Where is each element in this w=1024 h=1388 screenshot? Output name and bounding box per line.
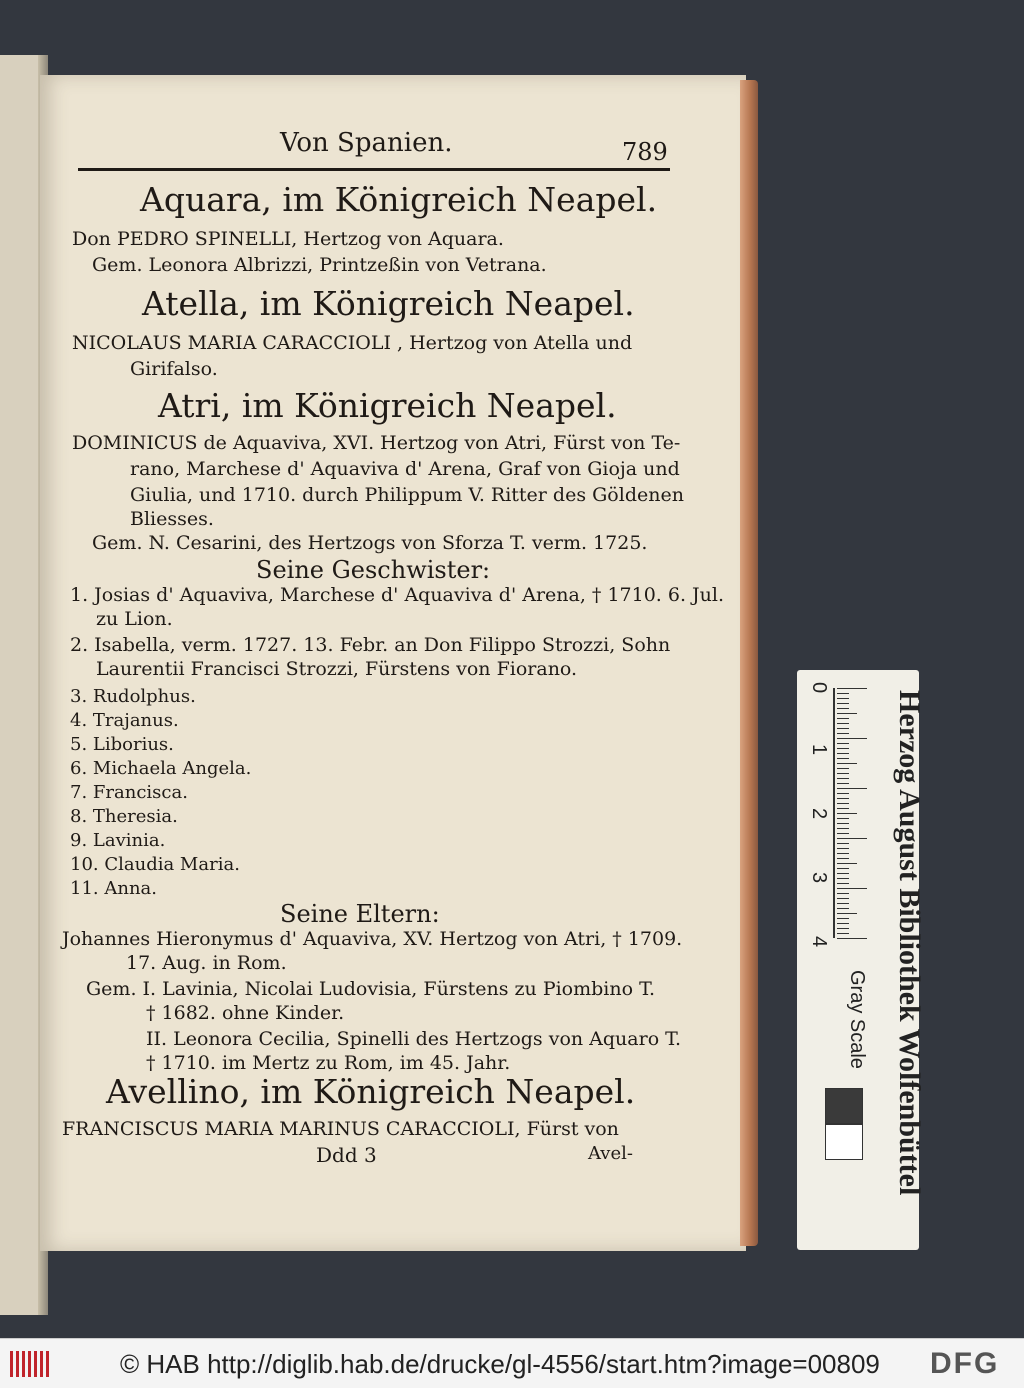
section-heading-avellino: Avellino, im Königreich Neapel. bbox=[106, 1072, 636, 1111]
ruler-tick bbox=[837, 708, 849, 709]
entry-line: rano, Marchese d' Aquaviva d' Arena, Graf von Gioja und bbox=[130, 458, 680, 480]
ruler-tick bbox=[837, 803, 849, 804]
ruler-tick bbox=[837, 863, 857, 864]
dfg-logo: DFG bbox=[930, 1347, 1000, 1380]
ruler-tick bbox=[837, 853, 849, 854]
sibling-entry: 1. Josias d' Aquaviva, Marchese d' Aquaviva d' Arena, † 1710. 6. Jul. bbox=[70, 584, 725, 606]
gray-scale-label: Gray Scale bbox=[846, 970, 868, 1069]
entry-line: Don PEDRO SPINELLI, Hertzog von Aquara. bbox=[72, 228, 504, 250]
library-label: Herzog August Bibliothek Wolfenbüttel bbox=[893, 690, 926, 1196]
ruler-tick bbox=[837, 713, 857, 714]
ruler-tick bbox=[837, 938, 867, 939]
parents-heading: Seine Eltern: bbox=[280, 900, 440, 928]
header-rule bbox=[78, 168, 670, 171]
ruler-number: 1 bbox=[808, 744, 830, 756]
ruler-tick bbox=[837, 693, 849, 694]
ruler-tick bbox=[837, 848, 849, 849]
sibling-entry: 8. Theresia. bbox=[70, 806, 178, 827]
ruler-tick bbox=[837, 928, 849, 929]
parent-entry: Gem. I. Lavinia, Nicolai Ludovisia, Fürstens zu Piombino T. bbox=[86, 978, 656, 1000]
ruler-tick bbox=[837, 763, 857, 764]
entry-line: Giulia, und 1710. durch Philippum V. Ritter des Göldenen bbox=[130, 484, 684, 506]
ruler-tick bbox=[837, 748, 849, 749]
ruler-tick bbox=[837, 908, 849, 909]
sibling-entry: 3. Rudolphus. bbox=[70, 686, 196, 707]
entry-line: Gem. N. Cesarini, des Hertzogs von Sforza T. verm. 1725. bbox=[92, 532, 648, 554]
ruler-ticks bbox=[837, 688, 887, 938]
sibling-entry: 2. Isabella, verm. 1727. 13. Febr. an Don Filippo Strozzi, Sohn bbox=[70, 634, 671, 656]
ruler-tick bbox=[837, 723, 849, 724]
ruler-tick bbox=[837, 783, 849, 784]
sibling-entry: 11. Anna. bbox=[70, 878, 157, 899]
parent-entry: † 1710. im Mertz zu Rom, im 45. Jahr. bbox=[146, 1052, 511, 1074]
entry-line: Bliesses. bbox=[130, 508, 214, 530]
ruler-tick bbox=[837, 838, 867, 839]
ruler-tick bbox=[837, 778, 849, 779]
ruler-tick bbox=[837, 913, 857, 914]
ruler-tick bbox=[837, 698, 849, 699]
copyright-credit[interactable]: © HAB http://diglib.hab.de/drucke/gl-4556/start.htm?image=00809 bbox=[120, 1349, 880, 1379]
entry-line: Gem. Leonora Albrizzi, Printzeßin von Vetrana. bbox=[92, 254, 547, 276]
footer-bar bbox=[0, 1338, 1024, 1388]
page-number: 789 bbox=[622, 138, 668, 166]
sibling-entry: 4. Trajanus. bbox=[70, 710, 179, 731]
ruler-tick bbox=[837, 768, 849, 769]
ruler-tick bbox=[837, 718, 849, 719]
signature-mark: Ddd 3 bbox=[316, 1143, 377, 1167]
ruler-number: 3 bbox=[808, 872, 830, 884]
entry-line: FRANCISCUS MARIA MARINUS CARACCIOLI, Fürst von bbox=[62, 1118, 619, 1140]
ruler-tick bbox=[837, 818, 849, 819]
ruler-tick bbox=[837, 773, 849, 774]
ruler-tick bbox=[837, 813, 857, 814]
ruler-tick bbox=[837, 933, 849, 934]
section-heading-aquara: Aquara, im Königreich Neapel. bbox=[140, 180, 658, 219]
ruler-tick bbox=[837, 733, 849, 734]
parent-entry: 17. Aug. in Rom. bbox=[126, 952, 287, 974]
ruler-tick bbox=[837, 843, 849, 844]
ruler-tick bbox=[837, 858, 849, 859]
ruler-tick bbox=[837, 703, 849, 704]
ruler-tick bbox=[837, 878, 849, 879]
ruler-tick bbox=[837, 823, 849, 824]
ruler-tick bbox=[837, 903, 849, 904]
sibling-entry: 7. Francisca. bbox=[70, 782, 188, 803]
ruler-tick bbox=[837, 793, 849, 794]
parent-entry: Johannes Hieronymus d' Aquaviva, XV. Hertzog von Atri, † 1709. bbox=[62, 928, 683, 950]
page-edge bbox=[740, 80, 758, 1246]
ruler-number: 0 bbox=[808, 682, 830, 694]
ruler-tick bbox=[837, 743, 849, 744]
ruler-tick bbox=[837, 688, 867, 689]
ruler-tick bbox=[837, 833, 849, 834]
ruler-tick bbox=[837, 828, 849, 829]
sibling-entry: zu Lion. bbox=[96, 608, 173, 630]
sibling-entry: 6. Michaela Angela. bbox=[70, 758, 252, 779]
ruler-tick bbox=[837, 798, 849, 799]
ruler-tick bbox=[837, 918, 849, 919]
ruler-tick bbox=[837, 898, 849, 899]
ruler-baseline bbox=[833, 688, 835, 938]
ruler-tick bbox=[837, 883, 849, 884]
ruler-tick bbox=[837, 868, 849, 869]
section-heading-atri: Atri, im Königreich Neapel. bbox=[158, 386, 617, 425]
parent-entry: II. Leonora Cecilia, Spinelli des Hertzogs von Aquaro T. bbox=[146, 1028, 682, 1050]
running-head: Von Spanien. bbox=[280, 128, 453, 158]
parent-entry: † 1682. ohne Kinder. bbox=[146, 1002, 345, 1024]
entry-line: DOMINICUS de Aquaviva, XVI. Hertzog von Atri, Fürst von Te- bbox=[72, 432, 681, 454]
scale-ruler bbox=[797, 670, 926, 1250]
hab-logo-icon bbox=[10, 1351, 50, 1377]
sibling-entry: 10. Claudia Maria. bbox=[70, 854, 240, 875]
siblings-heading: Seine Geschwister: bbox=[256, 556, 491, 584]
ruler-tick bbox=[837, 788, 867, 789]
ruler-tick bbox=[837, 758, 849, 759]
ruler-tick bbox=[837, 738, 867, 739]
ruler-tick bbox=[837, 753, 849, 754]
section-heading-atella: Atella, im Königreich Neapel. bbox=[142, 284, 635, 323]
sibling-entry: 5. Liborius. bbox=[70, 734, 174, 755]
entry-line: NICOLAUS MARIA CARACCIOLI , Hertzog von Atella und bbox=[72, 332, 633, 354]
sibling-entry: Laurentii Francisci Strozzi, Fürstens von Fiorano. bbox=[96, 658, 578, 680]
ruler-tick bbox=[837, 728, 849, 729]
ruler-tick bbox=[837, 808, 849, 809]
ruler-tick bbox=[837, 923, 849, 924]
gray-swatch-dark bbox=[825, 1088, 863, 1124]
gray-swatch-white bbox=[825, 1124, 863, 1160]
ruler-number: 4 bbox=[808, 936, 830, 948]
ruler-tick bbox=[837, 873, 849, 874]
catchword: Avel- bbox=[588, 1143, 633, 1164]
sibling-entry: 9. Lavinia. bbox=[70, 830, 166, 851]
ruler-tick bbox=[837, 888, 867, 889]
ruler-tick bbox=[837, 893, 849, 894]
ruler-number: 2 bbox=[808, 808, 830, 820]
entry-line: Girifalso. bbox=[130, 358, 218, 380]
